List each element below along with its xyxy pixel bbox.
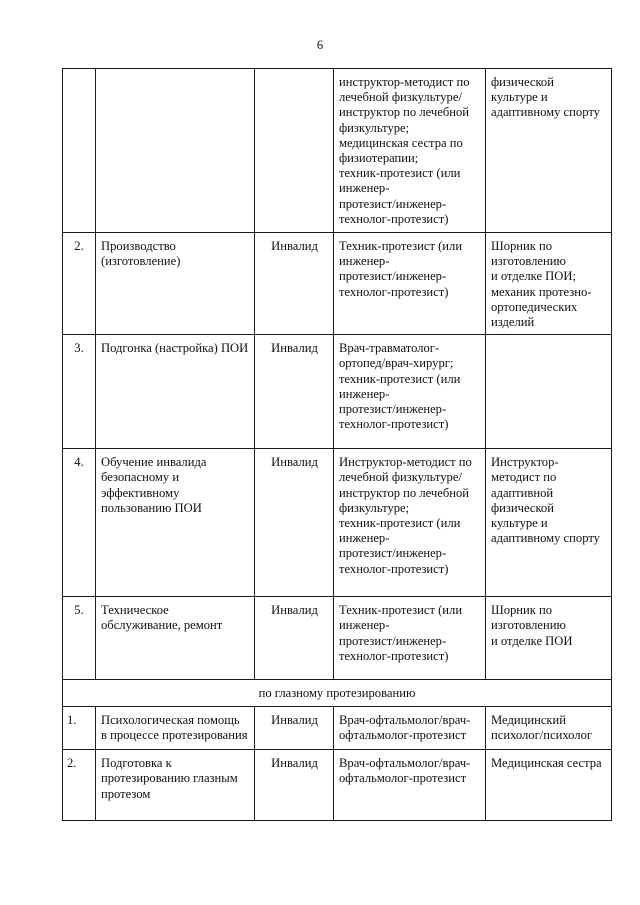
stage-cell: Психологическая помощь в процессе протезирования: [96, 707, 255, 750]
performers-cell: Инструктор-методист по лечебной физкультуре/ инструктор по лечебной физкультуре; техник-протезист (или инженер- протезист/инженер- технолог-протезист): [334, 449, 486, 597]
section-title: по глазному протезированию: [63, 680, 612, 707]
table-row: [63, 233, 612, 335]
stage-cell: [96, 69, 255, 233]
assistants-cell: Инструктор- методист по адаптивной физической культуре и адаптивному спорту: [486, 449, 612, 597]
recipient-cell: Инвалид: [255, 707, 334, 750]
assistants-cell: [486, 335, 612, 449]
table-row: [63, 707, 612, 750]
row-number-cell: 4.: [63, 449, 96, 597]
assistants-cell: Шорник по изготовлению и отделке ПОИ: [486, 597, 612, 680]
table-row: [63, 750, 612, 821]
row-number-cell: 1.: [63, 707, 96, 750]
recipient-cell: Инвалид: [255, 233, 334, 335]
performers-cell: Врач-офтальмолог/врач- офтальмолог-протезист: [334, 707, 486, 750]
stage-cell: Подготовка к протезированию глазным протезом: [96, 750, 255, 821]
table-row: [63, 335, 612, 449]
performers-cell: Врач-офтальмолог/врач- офтальмолог-протезист: [334, 750, 486, 821]
performers-cell: Техник-протезист (или инженер- протезист/инженер- технолог-протезист): [334, 597, 486, 680]
row-number-cell: 2.: [63, 750, 96, 821]
performers-cell: инструктор-методист по лечебной физкультуре/ инструктор по лечебной физкультуре; медицинская сестра по физиотерапии; техник-протезист (или инженер- протезист/инженер- технолог-протезист): [334, 69, 486, 233]
stage-cell: Обучение инвалида безопасному и эффективному пользованию ПОИ: [96, 449, 255, 597]
recipient-cell: Инвалид: [255, 335, 334, 449]
assistants-cell: Шорник по изготовлению и отделке ПОИ; механик протезно- ортопедических изделий: [486, 233, 612, 335]
table-row-continuation: [63, 69, 612, 233]
recipient-cell: Инвалид: [255, 597, 334, 680]
row-number-cell: 2.: [63, 233, 96, 335]
stage-cell: Производство (изготовление): [96, 233, 255, 335]
row-number-cell: [63, 69, 96, 233]
stage-cell: Техническое обслуживание, ремонт: [96, 597, 255, 680]
assistants-cell: физической культуре и адаптивному спорту: [486, 69, 612, 233]
stage-cell: Подгонка (настройка) ПОИ: [96, 335, 255, 449]
row-number-cell: 3.: [63, 335, 96, 449]
assistants-cell: Медицинская сестра: [486, 750, 612, 821]
rehabilitation-staff-table: [62, 68, 612, 821]
recipient-cell: [255, 69, 334, 233]
page-number: 6: [316, 38, 324, 52]
table-row: [63, 449, 612, 597]
assistants-cell: Медицинский психолог/психолог: [486, 707, 612, 750]
row-number-cell: 5.: [63, 597, 96, 680]
table-row: [63, 597, 612, 680]
recipient-cell: Инвалид: [255, 449, 334, 597]
recipient-cell: Инвалид: [255, 750, 334, 821]
performers-cell: Техник-протезист (или инженер- протезист/инженер- технолог-протезист): [334, 233, 486, 335]
section-header-row: [63, 680, 612, 707]
performers-cell: Врач-травматолог- ортопед/врач-хирург; техник-протезист (или инженер- протезист/инженер- технолог-протезист): [334, 335, 486, 449]
